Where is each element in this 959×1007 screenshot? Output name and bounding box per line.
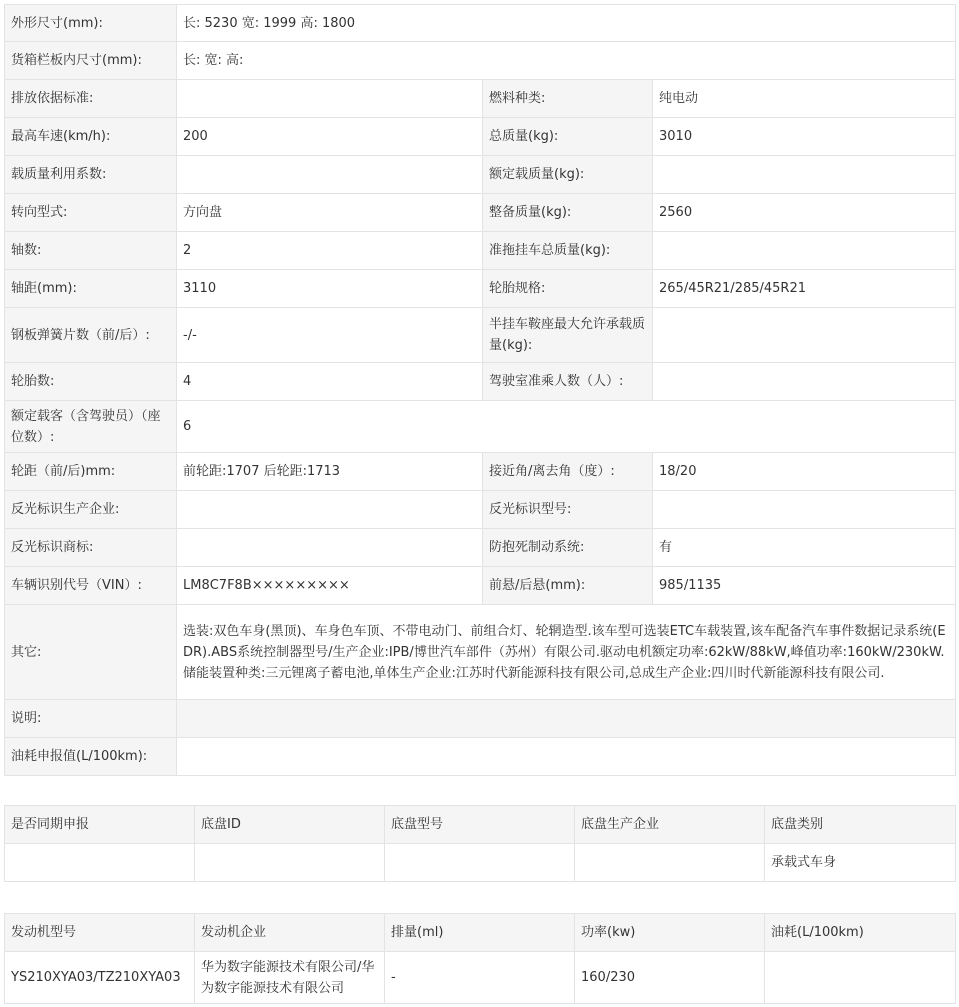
chassis-cell xyxy=(195,844,385,882)
spec-value: 3010 xyxy=(653,118,956,156)
chassis-header-cell: 底盘生产企业 xyxy=(575,806,765,844)
spec-row-fuel xyxy=(5,738,956,776)
spec-label: 轴数: xyxy=(5,232,177,270)
chassis-header-row xyxy=(5,806,956,844)
spec-row xyxy=(5,118,956,156)
spec-row xyxy=(5,232,956,270)
spec-value: 纯电动 xyxy=(653,80,956,118)
spec-label: 准拖挂车总质量(kg): xyxy=(483,232,653,270)
spec-label: 半挂车鞍座最大允许承载质量(kg): xyxy=(483,308,653,363)
spec-value: 4 xyxy=(177,363,483,401)
other-value: 选装:双色车身(黑顶)、车身色车顶、不带电动门、前组合灯、轮辋造型.该车型可选装ETC车载装置,该车配备汽车事件数据记录系统(EDR).ABS系统控制器型号/生产企业:IPB/博世汽车部件（苏州）有限公司.驱动电机额定功率:62kW/88kW,峰值功率:160kW/230kW.储能装置种类:三元锂离子蓄电池,单体生产企业:江苏时代新能源科技有限公司,总成生产企业:四川时代新能源科技有限公司. xyxy=(177,605,956,700)
spec-value: LM8C7F8B××××××××× xyxy=(177,567,483,605)
spec-label: 整备质量(kg): xyxy=(483,194,653,232)
spec-value: 方向盘 xyxy=(177,194,483,232)
spec-row xyxy=(5,308,956,363)
engine-header-cell: 油耗(L/100km) xyxy=(765,914,956,952)
spec-value: 3110 xyxy=(177,270,483,308)
chassis-cell xyxy=(385,844,575,882)
engine-table xyxy=(4,913,956,1004)
spec-label: 额定载质量(kg): xyxy=(483,156,653,194)
spec-value xyxy=(653,308,956,363)
spec-value xyxy=(177,491,483,529)
spec-value xyxy=(653,491,956,529)
spec-label: 轮距（前/后)mm: xyxy=(5,453,177,491)
spec-value: 18/20 xyxy=(653,453,956,491)
engine-header-cell: 功率(kw) xyxy=(575,914,765,952)
spec-value: 265/45R21/285/45R21 xyxy=(653,270,956,308)
spec-value: 2560 xyxy=(653,194,956,232)
spec-label: 前悬/后悬(mm): xyxy=(483,567,653,605)
spec-row xyxy=(5,363,956,401)
spec-value xyxy=(177,156,483,194)
chassis-header-cell: 底盘ID xyxy=(195,806,385,844)
other-label: 其它: xyxy=(5,605,177,700)
spec-row xyxy=(5,80,956,118)
spec-row-note xyxy=(5,700,956,738)
engine-cell: YS210XYA03/TZ210XYA03 xyxy=(5,952,195,1004)
vehicle-spec-table xyxy=(4,4,956,776)
engine-cell xyxy=(765,952,956,1004)
spec-row-dimensions xyxy=(5,5,956,42)
spec-label: 载质量利用系数: xyxy=(5,156,177,194)
seats-label: 额定载客（含驾驶员）（座位数）: xyxy=(5,401,177,453)
spec-label: 排放依据标准: xyxy=(5,80,177,118)
spec-row xyxy=(5,567,956,605)
engine-header-cell: 发动机型号 xyxy=(5,914,195,952)
spec-label: 总质量(kg): xyxy=(483,118,653,156)
spec-row xyxy=(5,156,956,194)
cargo-label: 货箱栏板内尺寸(mm): xyxy=(5,42,177,80)
spec-label: 驾驶室准乘人数（人）: xyxy=(483,363,653,401)
spec-value: 2 xyxy=(177,232,483,270)
spec-label: 车辆识别代号（VIN）: xyxy=(5,567,177,605)
spec-label: 反光标识型号: xyxy=(483,491,653,529)
spec-value xyxy=(653,363,956,401)
spec-row xyxy=(5,270,956,308)
spec-row xyxy=(5,529,956,567)
chassis-table xyxy=(4,805,956,882)
spec-row-seats xyxy=(5,401,956,453)
spec-value xyxy=(653,232,956,270)
engine-header-cell: 发动机企业 xyxy=(195,914,385,952)
engine-cell: - xyxy=(385,952,575,1004)
cargo-value: 长: 宽: 高: xyxy=(177,42,956,80)
spec-value: 有 xyxy=(653,529,956,567)
spec-value: 200 xyxy=(177,118,483,156)
spec-label: 燃料种类: xyxy=(483,80,653,118)
spec-value: 前轮距:1707 后轮距:1713 xyxy=(177,453,483,491)
spec-row xyxy=(5,491,956,529)
spec-value xyxy=(177,529,483,567)
spec-label: 反光标识商标: xyxy=(5,529,177,567)
spec-label: 转向型式: xyxy=(5,194,177,232)
spec-row xyxy=(5,453,956,491)
spec-value xyxy=(653,156,956,194)
spec-label: 轮胎规格: xyxy=(483,270,653,308)
chassis-cell xyxy=(5,844,195,882)
spec-value: -/- xyxy=(177,308,483,363)
chassis-data-row xyxy=(5,844,956,882)
engine-cell: 160/230 xyxy=(575,952,765,1004)
engine-cell: 华为数字能源技术有限公司/华为数字能源技术有限公司 xyxy=(195,952,385,1004)
engine-header-row xyxy=(5,914,956,952)
engine-data-row xyxy=(5,952,956,1004)
spec-label: 防抱死制动系统: xyxy=(483,529,653,567)
spec-label: 轮胎数: xyxy=(5,363,177,401)
chassis-header-cell: 底盘类别 xyxy=(765,806,956,844)
fuel-value xyxy=(177,738,956,776)
chassis-cell: 承载式车身 xyxy=(765,844,956,882)
spec-value: 985/1135 xyxy=(653,567,956,605)
spec-row xyxy=(5,194,956,232)
spec-label: 接近角/离去角（度）: xyxy=(483,453,653,491)
dims-value: 长: 5230 宽: 1999 高: 1800 xyxy=(177,5,956,42)
spec-value xyxy=(177,80,483,118)
spec-row-other xyxy=(5,605,956,700)
note-value xyxy=(177,700,956,738)
spec-label: 钢板弹簧片数（前/后）: xyxy=(5,308,177,363)
fuel-label: 油耗申报值(L/100km): xyxy=(5,738,177,776)
spec-label: 反光标识生产企业: xyxy=(5,491,177,529)
chassis-cell xyxy=(575,844,765,882)
chassis-header-cell: 是否同期申报 xyxy=(5,806,195,844)
note-label: 说明: xyxy=(5,700,177,738)
engine-header-cell: 排量(ml) xyxy=(385,914,575,952)
seats-value: 6 xyxy=(177,401,956,453)
dims-label: 外形尺寸(mm): xyxy=(5,5,177,42)
spec-label: 轴距(mm): xyxy=(5,270,177,308)
chassis-header-cell: 底盘型号 xyxy=(385,806,575,844)
spec-label: 最高车速(km/h): xyxy=(5,118,177,156)
spec-row-cargo xyxy=(5,42,956,80)
